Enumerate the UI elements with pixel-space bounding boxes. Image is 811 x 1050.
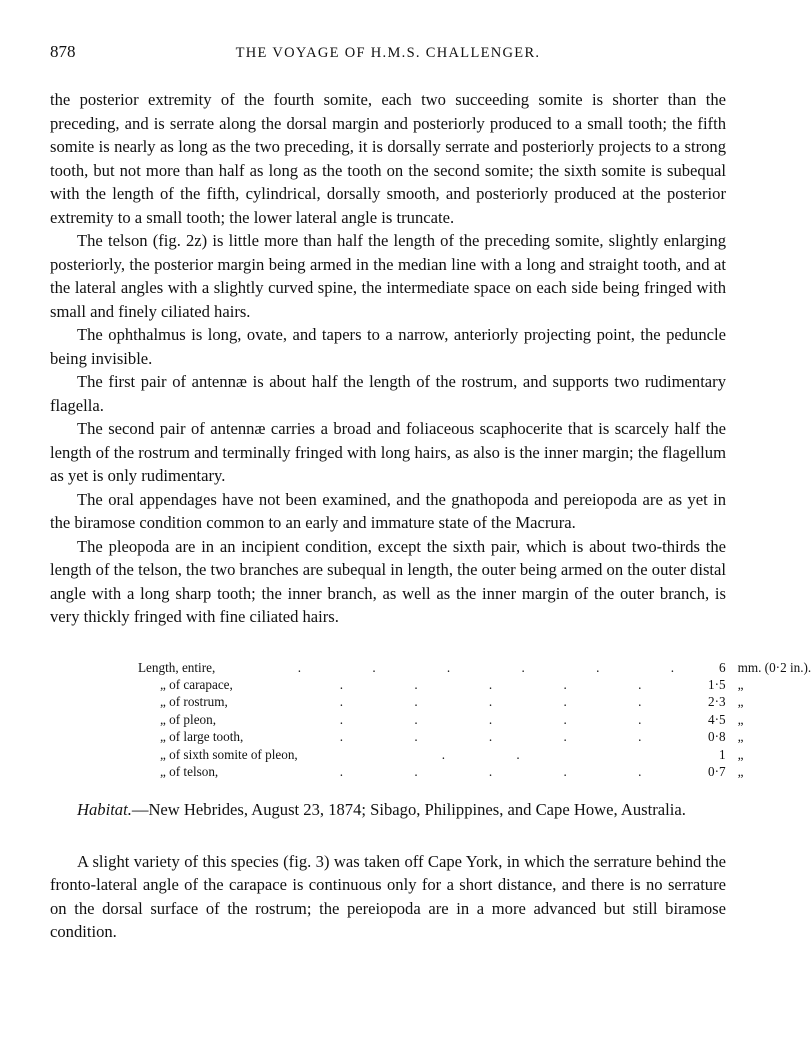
measurement-unit: „	[737, 711, 744, 727]
measurement-value: 0·8	[707, 729, 726, 745]
measurement-label: „ of carapace,	[160, 676, 233, 692]
measurement-leader: . . . . .	[339, 711, 676, 727]
measurement-leader: . . . . .	[339, 676, 676, 692]
page-number: 878	[50, 42, 76, 61]
paragraph-somites: the posterior extremity of the fourth somite, each two succeeding somite is shorter than the preceding, and is serrate along the dorsal margin and posteriorly produced to a small tooth; the fifth somite is nearly as long as the two preceding, it is dorsally serrate and posteriorly projects to a strong tooth, but not more than half as long as the tooth on the second somite; the sixth somite is subequal with the length of the fifth, cylindrical, dorsally smooth, and posteriorly produced at the posterior extremity to a small tooth; the lower lateral angle is truncate.	[50, 90, 726, 227]
paragraph-telson: The telson (fig. 2z) is little more than half the length of the preceding somite, slightly enlarging posteriorly, the posterior margin being armed in the median line with a long and straight tooth, and at the lateral angles with a slightly curved spine, the intermediate space on each side being fringed with small and finely ciliated hairs.	[50, 231, 726, 321]
measurement-unit: „	[737, 694, 744, 710]
measurement-row	[138, 676, 811, 693]
paragraph-oral-appendages: The oral appendages have not been examined, and the gnathopoda and pereiopoda are as yet in the biramose condition common to an early and immature state of the Macrura.	[50, 489, 726, 532]
measurement-leader: . . . . .	[339, 763, 676, 779]
habitat-label: Habitat.	[77, 800, 132, 820]
measurements-table	[138, 659, 811, 781]
measurement-leader: . . . . .	[339, 729, 676, 745]
measurement-unit: „	[737, 763, 744, 779]
measurement-leader: . . . . .	[339, 694, 676, 710]
measurement-unit: „	[737, 676, 744, 692]
paragraph-ophthalmus: The ophthalmus is long, ovate, and tapers to a narrow, anteriorly projecting point, the peduncle being invisible.	[50, 325, 726, 368]
measurement-value: 2·3	[707, 694, 726, 710]
measurement-unit: „	[737, 746, 744, 762]
measurement-value: 0·7	[707, 763, 726, 779]
page	[50, 42, 811, 944]
measurement-label: „ of telson,	[160, 763, 219, 779]
measurement-row	[138, 711, 811, 728]
measurement-value: 6	[718, 659, 726, 675]
measurement-label: „ of rostrum,	[160, 694, 228, 710]
measurement-row	[138, 763, 811, 780]
habitat-paragraph	[50, 798, 726, 822]
measurement-value: 1	[718, 746, 726, 762]
paragraph-pleopoda: The pleopoda are in an incipient condition, except the sixth pair, which is about two-thirds the length of the telson, the two branches are subequal in length, the outer being armed on the outer distal angle with a long sharp tooth; the inner branch, as well as the inner margin of the outer branch, is very thickly fringed with fine ciliated hairs.	[50, 536, 726, 626]
running-title: THE VOYAGE OF H.M.S. CHALLENGER.	[235, 45, 541, 61]
running-head	[50, 42, 726, 68]
variety-paragraph: A slight variety of this species (fig. 3) was taken off Cape York, in which the serrature behind the fronto-lateral angle of the carapace is continuous only for a short distance, and there is no serrature on the dorsal surface of the rostrum; the pereiopoda are in a more advanced but still biramose condition.	[50, 851, 726, 942]
paragraph-first-antennae: The first pair of antennæ is about half the length of the rostrum, and supports two rudimentary flagella.	[50, 372, 726, 415]
measurement-label: „ of sixth somite of pleon,	[160, 746, 298, 762]
measurement-row	[138, 746, 811, 763]
measurement-row	[138, 693, 811, 710]
measurement-label: „ of pleon,	[160, 711, 217, 727]
measurement-label: „ of large tooth,	[160, 729, 244, 745]
measurement-leader: . . . . . .	[297, 659, 708, 675]
measurement-unit: mm. (0·2 in.).	[737, 659, 811, 675]
measurement-row	[138, 728, 811, 745]
measurement-unit: „	[737, 729, 744, 745]
measurement-value: 1·5	[707, 676, 726, 692]
measurement-label: Length, entire,	[138, 659, 216, 675]
measurement-leader: . .	[441, 746, 554, 762]
measurement-value: 4·5	[707, 711, 726, 727]
habitat-text: —New Hebrides, August 23, 1874; Sibago, Philippines, and Cape Howe, Australia.	[131, 800, 686, 820]
paragraph-second-antennae: The second pair of antennæ carries a broad and foliaceous scaphocerite that is scarcely half the length of the rostrum and terminally fringed with long hairs, as also is the inner margin; the flagellum as yet is only rudimentary.	[50, 419, 726, 485]
measurement-row	[138, 659, 811, 676]
